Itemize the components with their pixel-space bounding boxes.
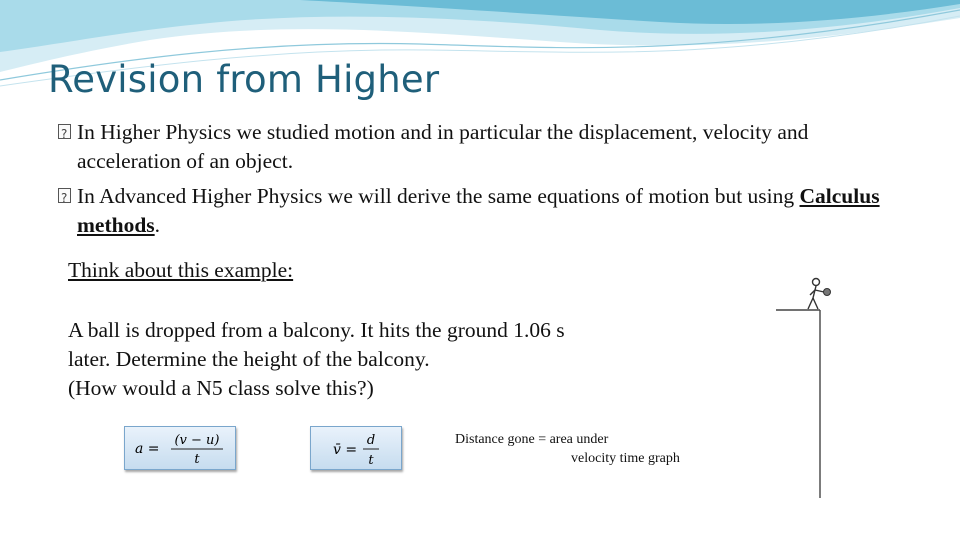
bullet-emphasis: Calculus methods	[77, 184, 880, 237]
problem-line: A ball is dropped from a balcony. It hits the ground 1.06 s	[68, 318, 565, 342]
balcony-drop-illustration	[772, 262, 892, 502]
bullet-text-after: .	[154, 213, 161, 237]
example-heading: Think about this example:	[68, 258, 294, 282]
bullet-glyph-icon	[58, 188, 71, 203]
distance-note	[455, 430, 680, 468]
eq-denominator: t	[194, 452, 200, 467]
bullet-text-before: In Advanced Higher Physics we will derive the same equations of motion but using	[77, 184, 800, 208]
bullet-item	[58, 182, 898, 240]
problem-line: (How would a N5 class solve this?)	[68, 376, 374, 400]
eq-numerator: (v − u)	[174, 433, 220, 448]
ball-icon	[824, 289, 831, 296]
problem-text	[68, 316, 708, 403]
eq-lhs: v̄ =	[333, 442, 358, 458]
slide-title: Revision from Higher	[48, 58, 440, 101]
distance-note-line: Distance gone = area under	[455, 432, 609, 447]
bullet-glyph-icon	[58, 124, 71, 139]
eq-lhs: a =	[135, 441, 160, 457]
eq-numerator: d	[366, 433, 376, 448]
distance-note-line: velocity time graph	[571, 451, 680, 466]
eq-denominator: t	[368, 453, 374, 468]
bullet-text: In Higher Physics we studied motion and in particular the displacement, velocity and acceleration of an object.	[77, 120, 809, 173]
problem-line: later. Determine the height of the balcony.	[68, 347, 430, 371]
acceleration-equation	[124, 426, 236, 470]
velocity-equation	[310, 426, 402, 470]
bullet-item	[58, 118, 898, 176]
bullet-list	[58, 118, 898, 246]
